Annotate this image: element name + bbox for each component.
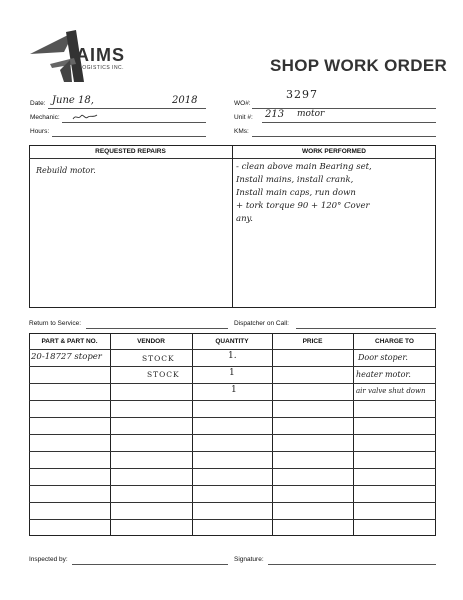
mechanic-line bbox=[62, 122, 206, 123]
parts-header-charge: CHARGE TO bbox=[375, 338, 414, 345]
signature-line bbox=[268, 564, 436, 565]
requested-repairs-header: REQUESTED REPAIRS bbox=[95, 148, 166, 155]
dispatcher-label: Dispatcher on Call: bbox=[234, 320, 289, 327]
mechanic-signature-icon bbox=[72, 112, 98, 122]
unit-note[interactable]: motor bbox=[297, 109, 325, 119]
date-year[interactable]: 2018 bbox=[172, 95, 198, 106]
unit-line bbox=[262, 122, 436, 123]
work-performed-line: + tork torque 90 + 120° Cover bbox=[236, 201, 370, 211]
inspected-by-line bbox=[72, 564, 228, 565]
parts-header-vendor: VENDOR bbox=[137, 338, 165, 345]
return-to-service-label: Return to Service: bbox=[29, 320, 82, 327]
dispatcher-line bbox=[296, 328, 436, 329]
hours-line bbox=[52, 136, 206, 137]
parts-row-divider bbox=[29, 366, 436, 367]
signature-label: Signature: bbox=[234, 556, 264, 563]
wo-value[interactable]: 3297 bbox=[286, 88, 318, 101]
return-to-service-line bbox=[86, 328, 228, 329]
requested-repairs-text[interactable]: Rebuild motor. bbox=[36, 166, 96, 175]
repairs-column-divider bbox=[232, 145, 233, 308]
table-row-2-quantity[interactable]: 1 bbox=[229, 368, 235, 378]
inspected-by-label: Inspected by: bbox=[29, 556, 68, 563]
table-row-3-charge[interactable]: air valve shut down bbox=[356, 387, 426, 395]
table-row-1-charge[interactable]: Door stoper. bbox=[358, 353, 408, 362]
parts-header-divider bbox=[29, 349, 436, 350]
work-performed-line: - clean above main Bearing set, bbox=[236, 162, 372, 172]
table-row-2-vendor[interactable]: STOCK bbox=[147, 370, 180, 379]
date-label: Date: bbox=[30, 100, 46, 107]
work-performed-line: Install mains, install crank, bbox=[236, 175, 354, 185]
unit-label: Unit #: bbox=[234, 114, 253, 121]
hours-label: Hours: bbox=[30, 128, 50, 135]
table-row-1-vendor[interactable]: STOCK bbox=[142, 354, 175, 363]
logo-text: AIMS bbox=[76, 45, 125, 65]
parts-row-divider bbox=[29, 451, 436, 452]
work-performed-line: Install main caps, run down bbox=[236, 188, 356, 198]
parts-row-divider bbox=[29, 400, 436, 401]
parts-row-divider bbox=[29, 434, 436, 435]
table-row-1-quantity[interactable]: 1. bbox=[228, 351, 237, 361]
parts-header-quantity: QUANTITY bbox=[215, 338, 249, 345]
parts-header-price: PRICE bbox=[302, 338, 323, 345]
wo-label: WO#: bbox=[234, 100, 251, 107]
kms-label: KMs: bbox=[234, 128, 249, 135]
parts-header-part: PART & PART NO. bbox=[41, 338, 98, 345]
parts-row-divider bbox=[29, 502, 436, 503]
date-line bbox=[48, 108, 206, 109]
page-title: SHOP WORK ORDER bbox=[270, 56, 448, 75]
mechanic-label: Mechanic: bbox=[30, 114, 60, 121]
unit-value[interactable]: 213 bbox=[265, 109, 285, 120]
work-performed-text[interactable] bbox=[236, 161, 436, 226]
kms-line bbox=[252, 136, 436, 137]
work-performed-line: any. bbox=[236, 214, 253, 224]
parts-row-divider bbox=[29, 519, 436, 520]
parts-row-divider bbox=[29, 417, 436, 418]
parts-row-divider bbox=[29, 468, 436, 469]
parts-row-divider bbox=[29, 383, 436, 384]
date-value[interactable]: June 18, bbox=[52, 95, 94, 106]
table-row-1-part[interactable]: 20-18727 stoper bbox=[31, 352, 102, 362]
parts-row-divider bbox=[29, 485, 436, 486]
table-row-3-quantity[interactable]: 1 bbox=[231, 385, 237, 395]
table-row-2-charge[interactable]: heater motor. bbox=[356, 370, 411, 379]
work-performed-header: WORK PERFORMED bbox=[302, 148, 366, 155]
logo-subtext: LOGISTICS INC. bbox=[79, 65, 125, 71]
